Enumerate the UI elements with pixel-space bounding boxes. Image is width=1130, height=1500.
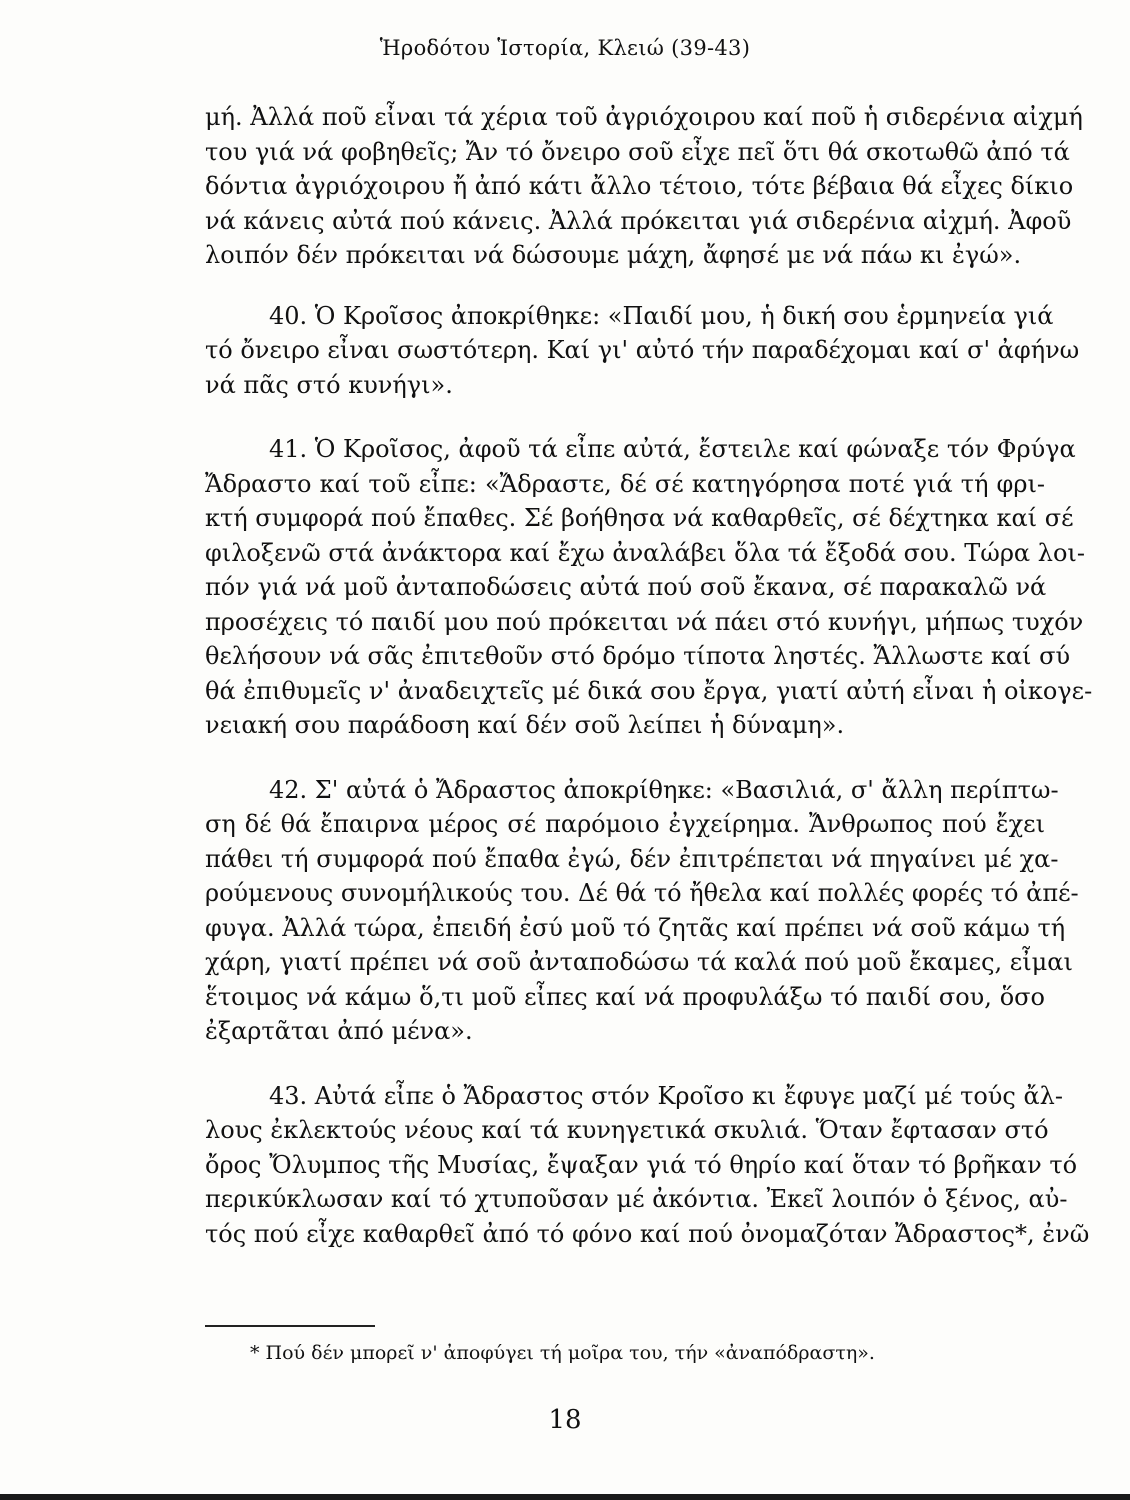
body-text	[205, 100, 1093, 1251]
text-line: πόν γιά νά μοῦ ἀνταποδώσεις αὐτά πού σοῦ ἔκανα, σέ παρακαλῶ νά	[205, 573, 1047, 601]
scan-bottom-edge	[0, 1494, 1130, 1500]
text-line: λοιπόν δέν πρόκειται νά δώσουμε μάχη, ἄφησέ με νά πάω κι ἐγώ».	[205, 241, 1022, 269]
text-line: τός πού εἶχε καθαρθεῖ ἀπό τό φόνο καί πού ὀνομαζόταν Ἄδραστος*, ἐνῶ	[205, 1219, 1090, 1248]
text-line: νά πᾶς στό κυνήγι».	[205, 370, 453, 399]
paragraph-40	[205, 299, 1080, 403]
text-line: περικύκλωσαν καί τό χτυποῦσαν μέ ἀκόντια. Ἐκεῖ λοιπόν ὁ ξένος, αὐ-	[205, 1185, 1068, 1213]
text-line: 42. Σ' αὐτά ὁ Ἄδραστος ἀποκρίθηκε: «Βασιλιά, σ' ἄλλη περίπτω-	[269, 775, 1059, 804]
footnote-divider	[205, 1325, 375, 1327]
text-line: ὄρος Ὄλυμπος τῆς Μυσίας, ἔψαξαν γιά τό θηρίο καί ὅταν τό βρῆκαν τό	[205, 1150, 1078, 1179]
text-line: χάρη, γιατί πρέπει νά σοῦ ἀνταποδώσω τά καλά πού μοῦ ἔκαμες, εἶμαι	[205, 948, 1073, 976]
text-line: φιλοξενῶ στά ἀνάκτορα καί ἔχω ἀναλάβει ὅλα τά ἔξοδά σου. Τώρα λοι-	[205, 538, 1085, 567]
text-line: λους ἐκλεκτούς νέους καί τά κυνηγετικά σκυλιά. Ὅταν ἔφτασαν στό	[205, 1116, 1049, 1144]
text-line: κτή συμφορά πού ἔπαθες. Σέ βοήθησα νά καθαρθεῖς, σέ δέχτηκα καί σέ	[205, 504, 1074, 532]
text-line: νά κάνεις αὐτά πού κάνεις. Ἀλλά πρόκειται γιά σιδερένια αἰχμή. Ἀφοῦ	[205, 206, 1072, 235]
text-line: ἕτοιμος νά κάμω ὅ,τι μοῦ εἶπες καί νά προφυλάξω τό παιδί σου, ὅσο	[205, 982, 1045, 1011]
text-line: 40. Ὁ Κροῖσος ἀποκρίθηκε: «Παιδί μου, ἡ δική σου ἑρμηνεία γιά	[269, 301, 1054, 330]
text-line: πάθει τή συμφορά πού ἔπαθα ἐγώ, δέν ἐπιτρέπεται νά πηγαίνει μέ χα-	[205, 844, 1059, 873]
paragraph-41	[205, 432, 1093, 743]
paragraph-39-end	[205, 100, 1083, 273]
text-line: θά ἐπιθυμεῖς ν' ἀναδειχτεῖς μέ δικά σου ἔργα, γιατί αὐτή εἶναι ἡ οἰκογε-	[205, 676, 1093, 705]
text-line: 43. Αὐτά εἶπε ὁ Ἄδραστος στόν Κροῖσο κι ἔφυγε μαζί μέ τούς ἄλ-	[269, 1081, 1063, 1110]
footnote: * Πού δέν μπορεῖ ν' ἀποφύγει τή μοῖρα του, τήν «ἀναπόδραστη».	[250, 1342, 875, 1364]
text-line: μή. Ἀλλά ποῦ εἶναι τά χέρια τοῦ ἀγριόχοιρου καί ποῦ ἡ σιδερένια αἰχμή	[205, 103, 1083, 131]
paragraph-42	[205, 773, 1079, 1049]
text-line: φυγα. Ἀλλά τώρα, ἐπειδή ἐσύ μοῦ τό ζητᾶς καί πρέπει νά σοῦ κάμω τή	[205, 913, 1066, 942]
text-line: του γιά νά φοβηθεῖς; Ἄν τό ὄνειρο σοῦ εἶχε πεῖ ὅτι θά σκοτωθῶ ἀπό τά	[205, 137, 1070, 166]
text-line: τό ὄνειρο εἶναι σωστότερη. Καί γι' αὐτό τήν παραδέχομαι καί σ' ἀφήνω	[205, 336, 1080, 364]
text-line: 41. Ὁ Κροῖσος, ἀφοῦ τά εἶπε αὐτά, ἔστειλε καί φώναξε τόν Φρύγα	[269, 435, 1076, 463]
text-line: ση δέ θά ἔπαιρνα μέρος σέ παρόμοιο ἐγχείρημα. Ἄνθρωπος πού ἔχει	[205, 810, 1045, 838]
paragraph-43	[205, 1079, 1090, 1252]
running-head: Ἡροδότου Ἱστορία, Κλειώ (39-43)	[379, 36, 751, 60]
text-line: νειακή σου παράδοση καί δέν σοῦ λείπει ἡ δύναμη».	[205, 711, 845, 739]
text-line: ρούμενους συνομήλικούς του. Δέ θά τό ἤθελα καί πολλές φορές τό ἀπέ-	[205, 879, 1079, 907]
text-line: δόντια ἀγριόχοιρου ἤ ἀπό κάτι ἄλλο τέτοιο, τότε βέβαια θά εἶχες δίκιο	[205, 172, 1074, 200]
text-line: Ἄδραστο καί τοῦ εἶπε: «Ἄδραστε, δέ σέ κατηγόρησα ποτέ γιά τή φρι-	[205, 469, 1045, 498]
text-line: ἐξαρτᾶται ἀπό μένα».	[205, 1017, 473, 1045]
text-line: θελήσουν νά σᾶς ἐπιτεθοῦν στό δρόμο τίποτα ληστές. Ἄλλωστε καί σύ	[205, 642, 1071, 670]
text-line: προσέχεις τό παιδί μου πού πρόκειται νά πάει στό κυνήγι, μήπως τυχόν	[205, 607, 1084, 636]
page-number: 18	[548, 1405, 582, 1435]
